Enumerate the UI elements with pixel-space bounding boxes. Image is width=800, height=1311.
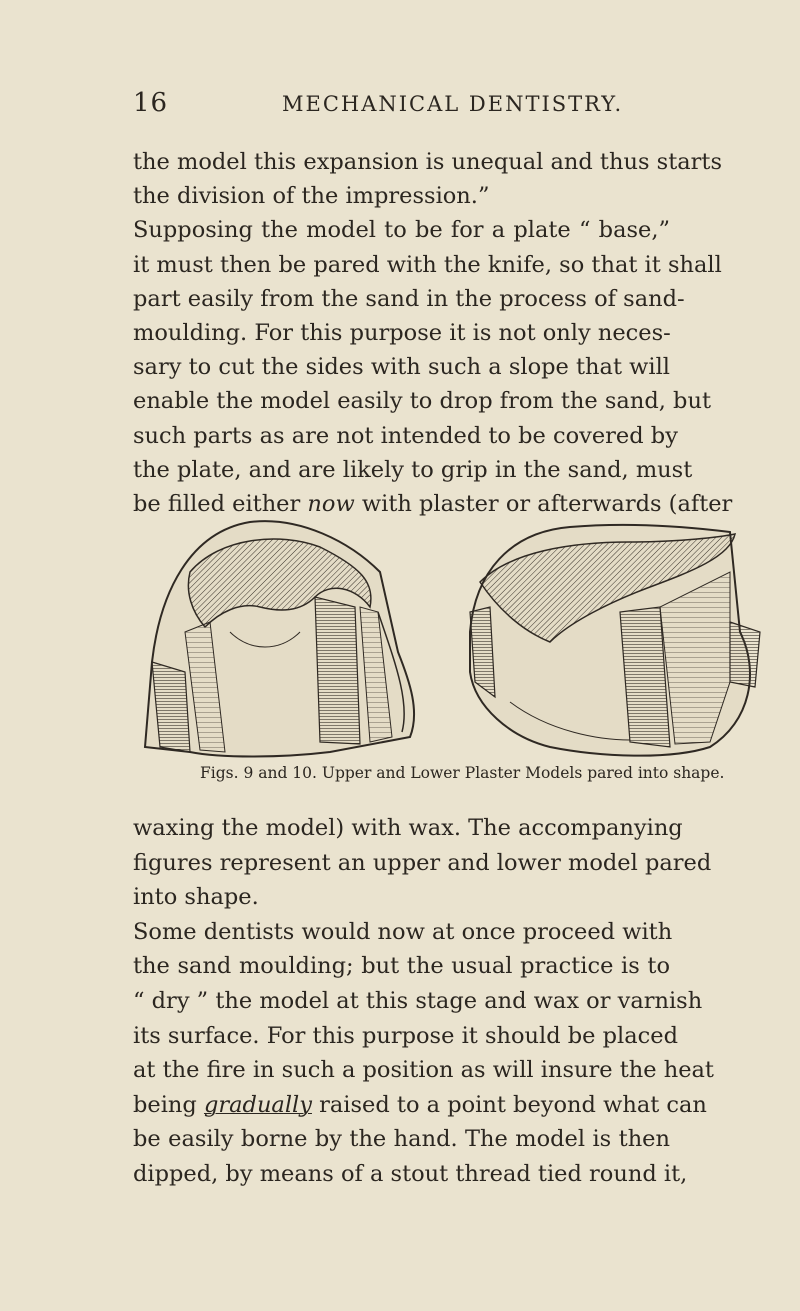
text-line (133, 213, 670, 247)
text-segment: being (133, 1091, 204, 1118)
upper-model-drawing (145, 521, 414, 756)
text-segment: raised to a point beyond what can (311, 1091, 707, 1118)
text-line: enable the model easily to drop from the sand, but (133, 388, 711, 415)
text-line: “ dry ” the model at this stage and wax or varnish (133, 987, 703, 1014)
paragraph-2 (133, 811, 714, 1192)
paragraph-1 (133, 145, 733, 521)
figure-caption: Figs. 9 and 10. Upper and Lower Plaster Models pared into shape. (200, 764, 725, 782)
text-line: its surface. For this purpose it should be placed (133, 1022, 678, 1049)
text-line: such parts as are not intended to be covered by (133, 422, 678, 449)
text-line: be easily borne by the hand. The model is then (133, 1126, 670, 1153)
lower-model-drawing (470, 525, 760, 756)
text-line: the plate, and are likely to grip in the sand, must (133, 456, 693, 483)
text-line: the model this expansion is unequal and thus starts (133, 149, 722, 175)
text-line: part easily from the sand in the process of sand- (133, 285, 685, 312)
text-line: at the fire in such a position as will insure the heat (133, 1057, 714, 1084)
page-number: 16 (133, 88, 169, 118)
text-line: into shape. (133, 884, 259, 911)
text-line: the sand moulding; but the usual practice is to (133, 953, 670, 980)
text-line: figures represent an upper and lower model pared (133, 849, 712, 876)
text-line: Some dentists would now at once proceed with (133, 918, 673, 945)
italic-word: gradually (203, 1091, 312, 1118)
text-line: it must then be pared with the knife, so that it shall (133, 251, 722, 278)
text-line: waxing the model) with wax. The accompanying (133, 815, 683, 841)
text-line: the division of the impression.” (133, 183, 490, 210)
text-line (133, 1088, 707, 1123)
running-head: MECHANICAL DENTISTRY. (282, 92, 624, 116)
figure-plaster-models (130, 512, 770, 764)
text-segment: be filled either (133, 490, 308, 517)
text-line-content: Supposing the model to be for a plate “ base,” (133, 217, 670, 244)
text-line: dipped, by means of a stout thread tied round it, (133, 1160, 688, 1187)
text-segment: with plaster or afterwards (after (354, 490, 733, 517)
text-line: moulding. For this purpose it is not only neces- (133, 319, 671, 346)
italic-word: now (307, 490, 355, 517)
plaster-models-illustration (130, 512, 770, 764)
text-line: sary to cut the sides with such a slope that will (133, 354, 670, 381)
